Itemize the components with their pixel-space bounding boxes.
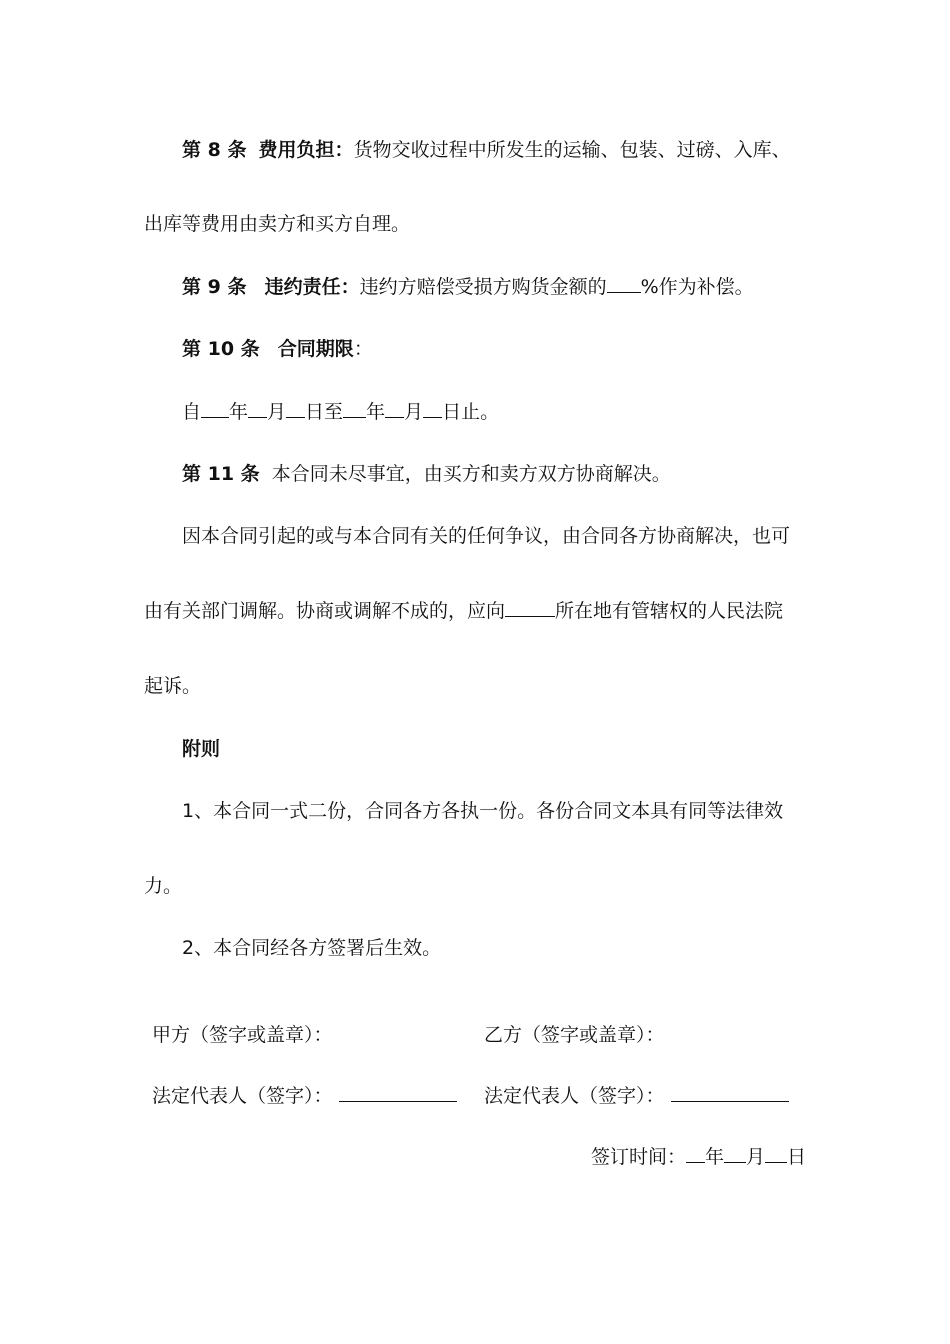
contract-period <box>182 403 499 422</box>
party-b-rep-blank <box>671 1100 789 1102</box>
article-9 <box>182 278 754 297</box>
start-year-blank <box>201 416 229 418</box>
article-9-text-before: 违约方赔偿受损方购货金额的 <box>359 276 607 298</box>
party-a-signature-label: 甲方（签字或盖章）： <box>152 1024 333 1046</box>
sign-year-blank <box>686 1161 705 1163</box>
appendix-title-text: 附则 <box>182 738 221 760</box>
appendix-item-1-line-2: 力。 <box>144 875 183 897</box>
period-end-year-label: 年 <box>366 401 386 423</box>
article-8-line-2: 出库等费用由卖方和买方自理。 <box>144 213 411 235</box>
article-9-title: 违约责任： <box>264 276 360 298</box>
article-8-heading: 第 8 条 <box>182 139 247 161</box>
party-a-representative <box>152 1087 457 1106</box>
period-end-month-label: 月 <box>404 401 424 423</box>
article-10-title: 合同期限 <box>277 338 354 360</box>
period-from: 自 <box>182 401 202 423</box>
signing-time <box>591 1148 806 1167</box>
end-day-blank <box>423 416 442 418</box>
appendix-item-2: 2、本合同经各方签署后生效。 <box>182 937 442 959</box>
period-month-label: 月 <box>267 401 287 423</box>
party-b-representative <box>484 1087 789 1106</box>
start-day-blank <box>286 416 305 418</box>
party-b-signature-label: 乙方（签字或盖章）： <box>484 1024 665 1046</box>
period-end-label: 日止。 <box>442 401 500 423</box>
appendix-title <box>182 740 220 759</box>
dispute-line-3: 起诉。 <box>144 675 202 697</box>
period-year-label: 年 <box>229 401 249 423</box>
sign-month-label: 月 <box>746 1146 766 1168</box>
article-9-text-after: %作为补偿。 <box>640 276 754 298</box>
party-b-rep-label: 法定代表人（签字）： <box>484 1085 665 1107</box>
article-9-heading: 第 9 条 <box>182 276 247 298</box>
dispute-text-after: 所在地有管辖权的人民法院 <box>555 600 784 622</box>
article-8-text: 货物交收过程中所发生的运输、包装、过磅、入库、 <box>353 139 791 161</box>
court-location-blank <box>505 615 555 617</box>
dispute-text-before: 由有关部门调解。协商或调解不成的，应向 <box>144 600 506 622</box>
article-8-line-1 <box>182 141 791 160</box>
period-day-to-label: 日至 <box>305 401 344 423</box>
party-a-rep-blank <box>339 1100 457 1102</box>
dispute-line-1: 因本合同引起的或与本合同有关的任何争议，由合同各方协商解决，也可 <box>182 525 791 547</box>
signing-time-label: 签订时间： <box>591 1146 687 1168</box>
percent-blank <box>607 291 641 293</box>
party-a-rep-label: 法定代表人（签字）： <box>152 1085 333 1107</box>
article-10-colon: ： <box>353 338 373 360</box>
dispute-line-2 <box>144 602 783 621</box>
sign-month-blank <box>724 1161 746 1163</box>
article-8-title: 费用负担： <box>258 139 354 161</box>
article-11-heading: 第 11 条 <box>182 463 260 485</box>
article-11-text: 本合同未尽事宜，由买方和卖方双方协商解决。 <box>271 463 671 485</box>
end-month-blank <box>385 416 404 418</box>
sign-day-blank <box>765 1161 787 1163</box>
article-11 <box>182 465 671 484</box>
end-year-blank <box>343 416 366 418</box>
sign-day-label: 日 <box>787 1146 807 1168</box>
start-month-blank <box>248 416 267 418</box>
appendix-item-1-line-1: 1、本合同一式二份，合同各方各执一份。各份合同文本具有同等法律效 <box>182 800 784 822</box>
article-10-heading: 第 10 条 <box>182 338 260 360</box>
article-10-heading-line <box>182 340 373 359</box>
sign-year-label: 年 <box>705 1146 725 1168</box>
